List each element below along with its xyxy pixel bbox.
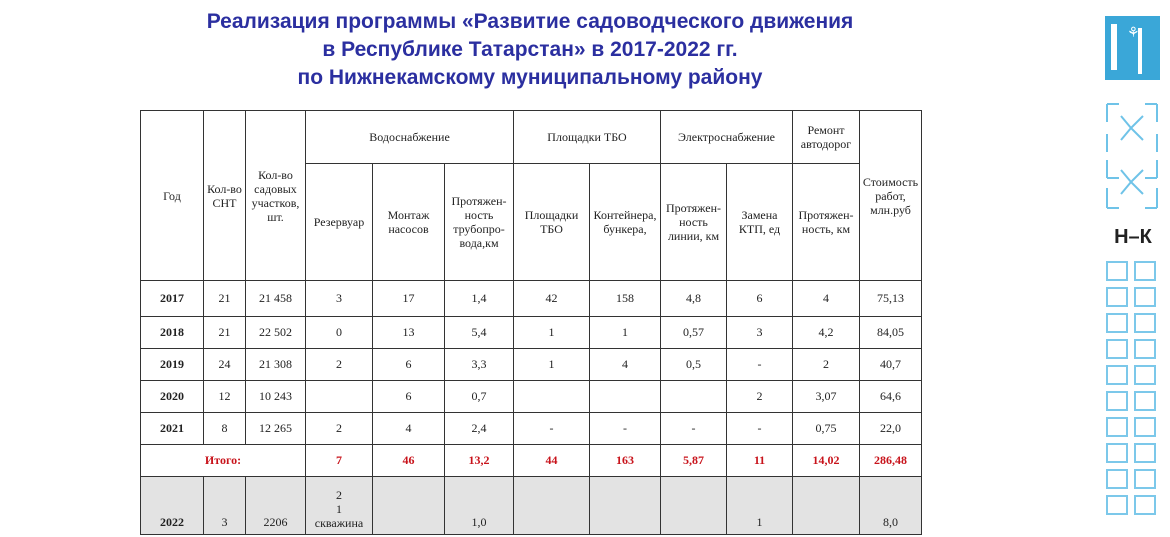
- cell-pipe: 1,4: [445, 281, 514, 317]
- cell-road: 4: [793, 281, 860, 317]
- cell-line: [661, 477, 727, 535]
- cell-plots: 10 243: [246, 381, 306, 413]
- header-road-length: Протяжен-ность, км: [793, 164, 860, 281]
- total-label: Итого:: [141, 445, 306, 477]
- cell-ktp: 2: [727, 381, 793, 413]
- cell-containers: 158: [590, 281, 661, 317]
- cell-snt: 21: [204, 281, 246, 317]
- cell-pipe: 2,4: [445, 413, 514, 445]
- cell-snt: 8: [204, 413, 246, 445]
- cell-tbo: 1: [514, 349, 590, 381]
- total-ktp: 11: [727, 445, 793, 477]
- cell-tbo: -: [514, 413, 590, 445]
- header-row-1: [141, 111, 922, 164]
- cell-containers: 4: [590, 349, 661, 381]
- cell-pumps: 6: [373, 349, 445, 381]
- header-line-length: Протяжен-ность линии, км: [661, 164, 727, 281]
- cell-year: 2022: [141, 477, 204, 535]
- cell-tbo: [514, 477, 590, 535]
- cell-ktp: -: [727, 413, 793, 445]
- cell-containers: [590, 477, 661, 535]
- table-row: [141, 317, 922, 349]
- header-cost: Стоимость работ, млн.руб: [860, 111, 922, 281]
- cell-pipe: 3,3: [445, 349, 514, 381]
- cell-reservoir: 2: [306, 349, 373, 381]
- cell-plots: 2206: [246, 477, 306, 535]
- header-electric: Электроснабжение: [661, 111, 793, 164]
- header-tbo-sites: Площадки ТБО: [514, 164, 590, 281]
- cell-line: -: [661, 413, 727, 445]
- cell-tbo: 1: [514, 317, 590, 349]
- cell-road: 4,2: [793, 317, 860, 349]
- cell-cost: 64,6: [860, 381, 922, 413]
- total-containers: 163: [590, 445, 661, 477]
- cell-tbo: [514, 381, 590, 413]
- cell-snt: 24: [204, 349, 246, 381]
- cell-pumps: 17: [373, 281, 445, 317]
- header-pipe-length: Протяжен-ность трубопро-вода,км: [445, 164, 514, 281]
- logo-glyph-icon: ⚘: [1127, 25, 1140, 41]
- cell-plots: 21 458: [246, 281, 306, 317]
- table-row: [141, 413, 922, 445]
- header-plots: Кол-во садовых участков, шт.: [246, 111, 306, 281]
- cell-cost: 22,0: [860, 413, 922, 445]
- cell-year: 2020: [141, 381, 204, 413]
- cell-road: 2: [793, 349, 860, 381]
- total-line: 5,87: [661, 445, 727, 477]
- header-water: Водоснабжение: [306, 111, 514, 164]
- cell-pumps: 4: [373, 413, 445, 445]
- cell-line: 0,57: [661, 317, 727, 349]
- side-logo-text: Н–К: [1114, 226, 1152, 248]
- cell-pumps: 6: [373, 381, 445, 413]
- cell-year: 2021: [141, 413, 204, 445]
- header-containers: Контейнера, бункера,: [590, 164, 661, 281]
- cell-plots: 12 265: [246, 413, 306, 445]
- cell-plots: 22 502: [246, 317, 306, 349]
- cell-cost: 75,13: [860, 281, 922, 317]
- cell-pumps: 13: [373, 317, 445, 349]
- cell-snt: 3: [204, 477, 246, 535]
- header-year: Год: [141, 111, 204, 281]
- title-line-2: в Республике Татарстан» в 2017-2022 гг.: [322, 38, 738, 61]
- cell-containers: -: [590, 413, 661, 445]
- reservoir-value-1: 2: [336, 488, 342, 502]
- cell-pumps: [373, 477, 445, 535]
- grid-pattern-icon: [1103, 258, 1161, 534]
- cell-cost: 84,05: [860, 317, 922, 349]
- header-pumps: Монтаж насосов: [373, 164, 445, 281]
- cell-plots: 21 308: [246, 349, 306, 381]
- title-line-3: по Нижнекамскому муниципальному району: [297, 66, 763, 89]
- cell-reservoir: 2: [306, 413, 373, 445]
- emblem-logo: [1105, 16, 1160, 80]
- total-row: [141, 445, 922, 477]
- total-cost: 286,48: [860, 445, 922, 477]
- cell-pipe: 0,7: [445, 381, 514, 413]
- cell-containers: [590, 381, 661, 413]
- cell-tbo: 42: [514, 281, 590, 317]
- cell-reservoir: 0: [306, 317, 373, 349]
- total-reservoir: 7: [306, 445, 373, 477]
- reservoir-value-3: скважина: [314, 516, 364, 530]
- page-title: [120, 8, 940, 92]
- cell-cost: 40,7: [860, 349, 922, 381]
- header-ktp: Замена КТП, ед: [727, 164, 793, 281]
- total-road: 14,02: [793, 445, 860, 477]
- reservoir-value-2: 1: [336, 502, 342, 516]
- total-pipe: 13,2: [445, 445, 514, 477]
- cell-year: 2017: [141, 281, 204, 317]
- cell-road: 3,07: [793, 381, 860, 413]
- table-row: [141, 349, 922, 381]
- cell-reservoir: 3: [306, 281, 373, 317]
- header-tbo: Площадки ТБО: [514, 111, 661, 164]
- cell-ktp: 6: [727, 281, 793, 317]
- cell-ktp: 1: [727, 477, 793, 535]
- cell-line: 4,8: [661, 281, 727, 317]
- total-pumps: 46: [373, 445, 445, 477]
- cell-year: 2018: [141, 317, 204, 349]
- cell-ktp: 3: [727, 317, 793, 349]
- cell-reservoir: [306, 381, 373, 413]
- table-row-2022: [141, 477, 922, 535]
- ornament-pattern-icon: [1103, 102, 1161, 212]
- results-table: [140, 110, 922, 535]
- cell-pipe: 5,4: [445, 317, 514, 349]
- title-line-1: Реализация программы «Развитие садоводческого движения: [206, 10, 854, 33]
- table-row: [141, 281, 922, 317]
- header-reservoir: Резервуар: [306, 164, 373, 281]
- header-road: Ремонт автодорог: [793, 111, 860, 164]
- cell-road: [793, 477, 860, 535]
- total-tbo: 44: [514, 445, 590, 477]
- cell-year: 2019: [141, 349, 204, 381]
- cell-ktp: -: [727, 349, 793, 381]
- cell-line: [661, 381, 727, 413]
- cell-reservoir: [306, 477, 373, 535]
- cell-road: 0,75: [793, 413, 860, 445]
- table-row: [141, 381, 922, 413]
- cell-containers: 1: [590, 317, 661, 349]
- cell-cost: 8,0: [860, 477, 922, 535]
- header-snt: Кол-во СНТ: [204, 111, 246, 281]
- cell-line: 0,5: [661, 349, 727, 381]
- logo-stripe: [1111, 24, 1117, 70]
- cell-pipe: 1,0: [445, 477, 514, 535]
- cell-snt: 12: [204, 381, 246, 413]
- cell-snt: 21: [204, 317, 246, 349]
